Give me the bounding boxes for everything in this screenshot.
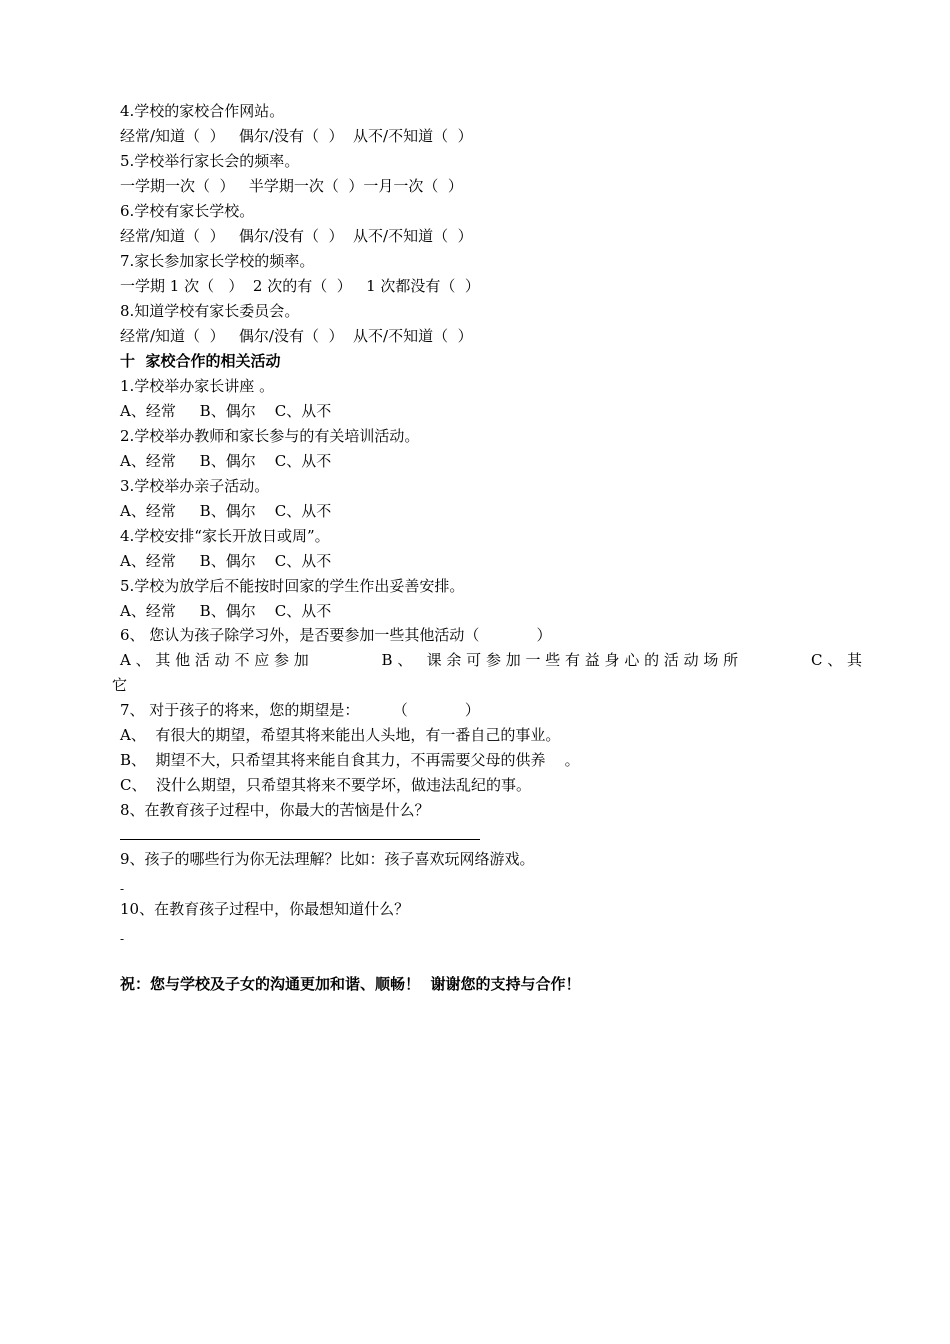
question-text: 1.学校举办家长讲座 。 <box>120 377 275 395</box>
answer-options <box>120 650 862 670</box>
question-text: 4.学校安排“家长开放日或周”。 <box>120 527 330 545</box>
option-b: B 、 课 余 可 参 加 一 些 有 益 身 心 的 活 动 场 所 <box>381 651 739 669</box>
option-c: C、 没什么期望，只希望其将来不要学坏，做违法乱纪的事。 <box>120 776 532 794</box>
question-text: 6.学校有家长学校。 <box>120 202 255 220</box>
question-text: 6、 您认为孩子除学习外，是否要参加一些其他活动（ ） <box>120 626 552 644</box>
question-text: 4.学校的家校合作网站。 <box>120 102 285 120</box>
closing-message: 祝：您与学校及子女的沟通更加和谐、顺畅！ 谢谢您的支持与合作！ <box>120 975 581 993</box>
option-a: A 、 其 他 活 动 不 应 参 加 <box>120 651 309 669</box>
answer-options: A、经常 B、偶尔 C、从不 <box>120 552 332 570</box>
option-b: B、 期望不大，只希望其将来能自食其力，不再需要父母的供养 。 <box>120 751 580 769</box>
question-text: 5.学校举行家长会的频率。 <box>120 152 300 170</box>
question-text: 5.学校为放学后不能按时回家的学生作出妥善安排。 <box>120 577 465 595</box>
answer-options: 经常/知道（ ） 偶尔/没有（ ） 从不/不知道（ ） <box>120 227 473 245</box>
answer-blank: - <box>120 932 125 946</box>
question-text: 7、 对于孩子的将来，您的期望是： （ ） <box>120 701 480 719</box>
option-c: C 、 其 <box>810 651 862 669</box>
question-text: 2.学校举办教师和家长参与的有关培训活动。 <box>120 427 420 445</box>
question-text: 8、在教育孩子过程中，你最大的苦恼是什么？ <box>120 801 430 819</box>
option-c-wrap: 它 <box>112 676 128 694</box>
section-heading: 十 家校合作的相关活动 <box>120 352 281 370</box>
answer-options: A、经常 B、偶尔 C、从不 <box>120 402 332 420</box>
question-text: 8.知道学校有家长委员会。 <box>120 302 300 320</box>
answer-options: 经常/知道（ ） 偶尔/没有（ ） 从不/不知道（ ） <box>120 327 473 345</box>
answer-options: A、经常 B、偶尔 C、从不 <box>120 602 332 620</box>
question-text: 9、孩子的哪些行为你无法理解？比如：孩子喜欢玩网络游戏。 <box>120 850 535 868</box>
answer-options: 一学期一次（ ） 半学期一次（ ）一月一次（ ） <box>120 177 463 195</box>
answer-options: A、经常 B、偶尔 C、从不 <box>120 502 332 520</box>
answer-blank: - <box>120 882 125 896</box>
answer-options: 一学期 1 次（ ） 2 次的有（ ） 1 次都没有（ ） <box>120 277 480 295</box>
question-text: 7.家长参加家长学校的频率。 <box>120 252 315 270</box>
question-text: 3.学校举办亲子活动。 <box>120 477 270 495</box>
answer-line <box>120 839 480 840</box>
answer-options: 经常/知道（ ） 偶尔/没有（ ） 从不/不知道（ ） <box>120 127 473 145</box>
question-text: 10、在教育孩子过程中，你最想知道什么？ <box>120 900 410 918</box>
option-a: A、 有很大的期望，希望其将来能出人头地，有一番自己的事业。 <box>120 726 561 744</box>
answer-options: A、经常 B、偶尔 C、从不 <box>120 452 332 470</box>
